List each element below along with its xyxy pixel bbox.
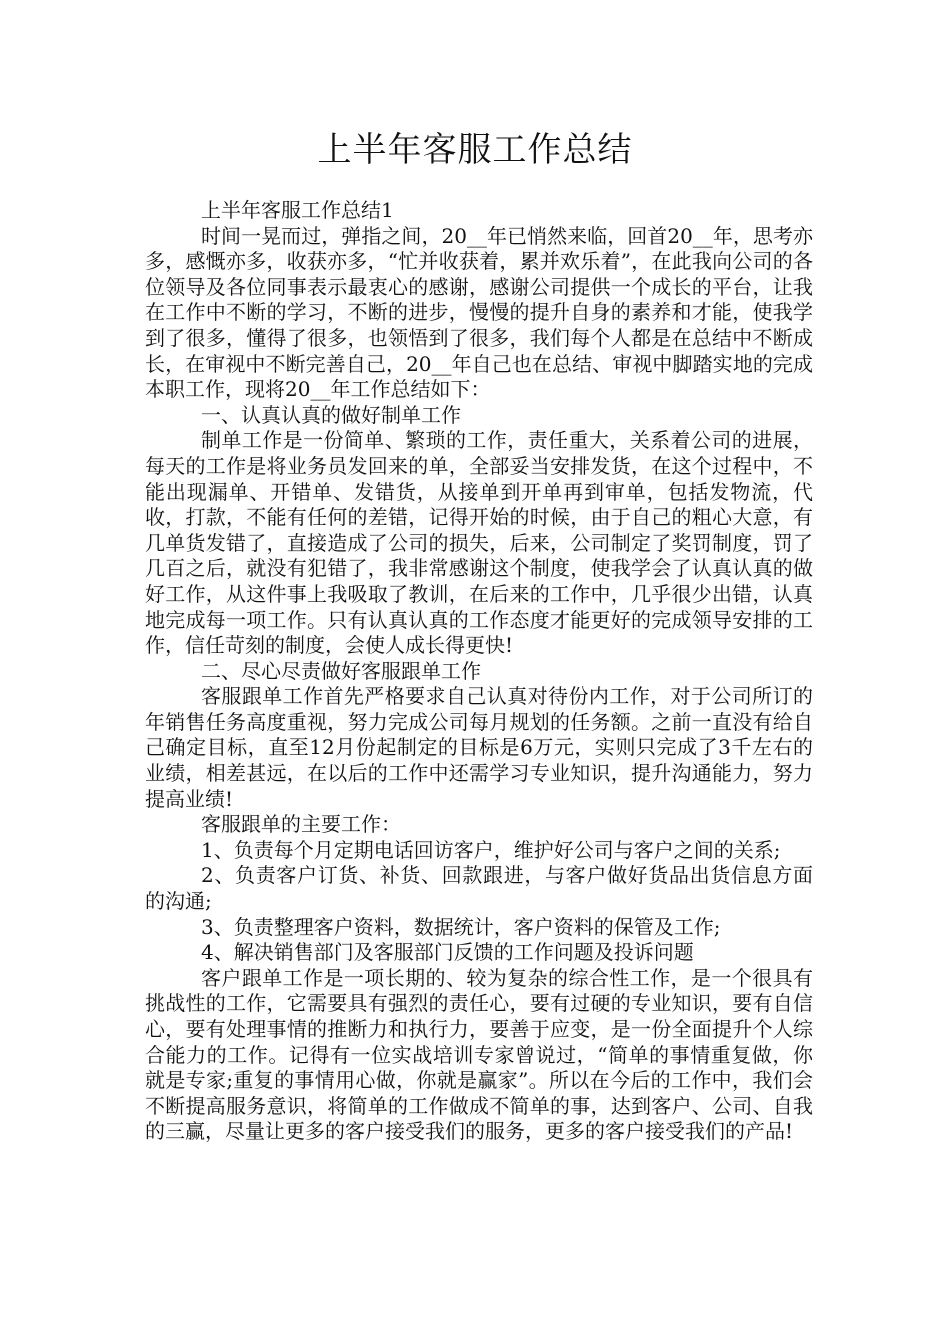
body-paragraph: 客服跟单工作首先严格要求自己认真对待份内工作，对于公司所订的年销售任务高度重视，努力完成公司每月规划的任务额。之前一直没有给自己确定目标，直至12月份起制定的目标是6万元，实则只完成了3千左右的业绩，相差甚远，在以后的工作中还需学习专业知识，提升沟通能力，努力提高业绩! xyxy=(145,684,813,811)
document-title: 上半年客服工作总结 xyxy=(317,130,633,170)
list-item: 3、负责整理客户资料，数据统计，客户资料的保管及工作; xyxy=(201,914,721,939)
section-heading: 一、认真认真的做好制单工作 xyxy=(201,402,461,427)
body-paragraph: 客户跟单工作是一项长期的、较为复杂的综合性工作，是一个很具有挑战性的工作，它需要具有强烈的责任心，要有过硬的专业知识，要有自信心，要有处理事情的推断力和执行力，要善于应变，是一份全面提升个人综合能力的工作。记得有一位实战培训专家曾说过，“简单的事情重复做，你就是专家;重复的事情用心做，你就是赢家”。所以在今后的工作中，我们会不断提高服务意识，将简单的工作做成不简单的事，达到客户、公司、自我的三赢，尽量让更多的客户接受我们的服务，更多的客户接受我们的产品! xyxy=(145,965,813,1144)
section-heading: 二、尽心尽责做好客服跟单工作 xyxy=(201,658,481,683)
section-heading: 上半年客服工作总结1 xyxy=(201,198,394,222)
list-item: 2、负责客户订货、补货、回款跟进，与客户做好货品出货信息方面的沟通; xyxy=(145,863,813,914)
document-body xyxy=(145,198,813,1145)
list-heading: 客服跟单的主要工作： xyxy=(201,812,401,837)
list-item: 4、解决销售部门及客服部门反馈的工作问题及投诉问题 xyxy=(201,940,694,965)
list-item: 1、负责每个月定期电话回访客户，维护好公司与客户之间的关系; xyxy=(201,837,781,862)
body-paragraph: 制单工作是一份简单、繁琐的工作，责任重大，关系着公司的进展，每天的工作是将业务员发回来的单，全部妥当安排发货，在这个过程中，不能出现漏单、开错单、发错货，从接单到开单再到审单，包括发物流，代收，打款，不能有任何的差错，记得开始的时候，由于自己的粗心大意，有几单货发错了，直接造成了公司的损失，后来，公司制定了奖罚制度，罚了几百之后，就没有犯错了，我非常感谢这个制度，使我学会了认真认真的做好工作，从这件事上我吸取了教训，在后来的工作中，几乎很少出错，认真地完成每一项工作。只有认真认真的工作态度才能更好的完成领导安排的工作，信任苛刻的制度，会使人成长得更快! xyxy=(145,428,813,658)
body-paragraph: 时间一晃而过，弹指之间，20__年已悄然来临，回首20__年，思考亦多，感慨亦多，收获亦多，“忙并收获着，累并欢乐着”，在此我向公司的各位领导及各位同事表示最衷心的感谢，感谢公司提供一个成长的平台，让我在工作中不断的学习，不断的进步，慢慢的提升自身的素养和才能，使我学到了很多，懂得了很多，也领悟到了很多，我们每个人都是在总结中不断成长，在审视中不断完善自己，20__年自己也在总结、审视中脚踏实地的完成本职工作，现将20__年工作总结如下： xyxy=(145,223,813,402)
